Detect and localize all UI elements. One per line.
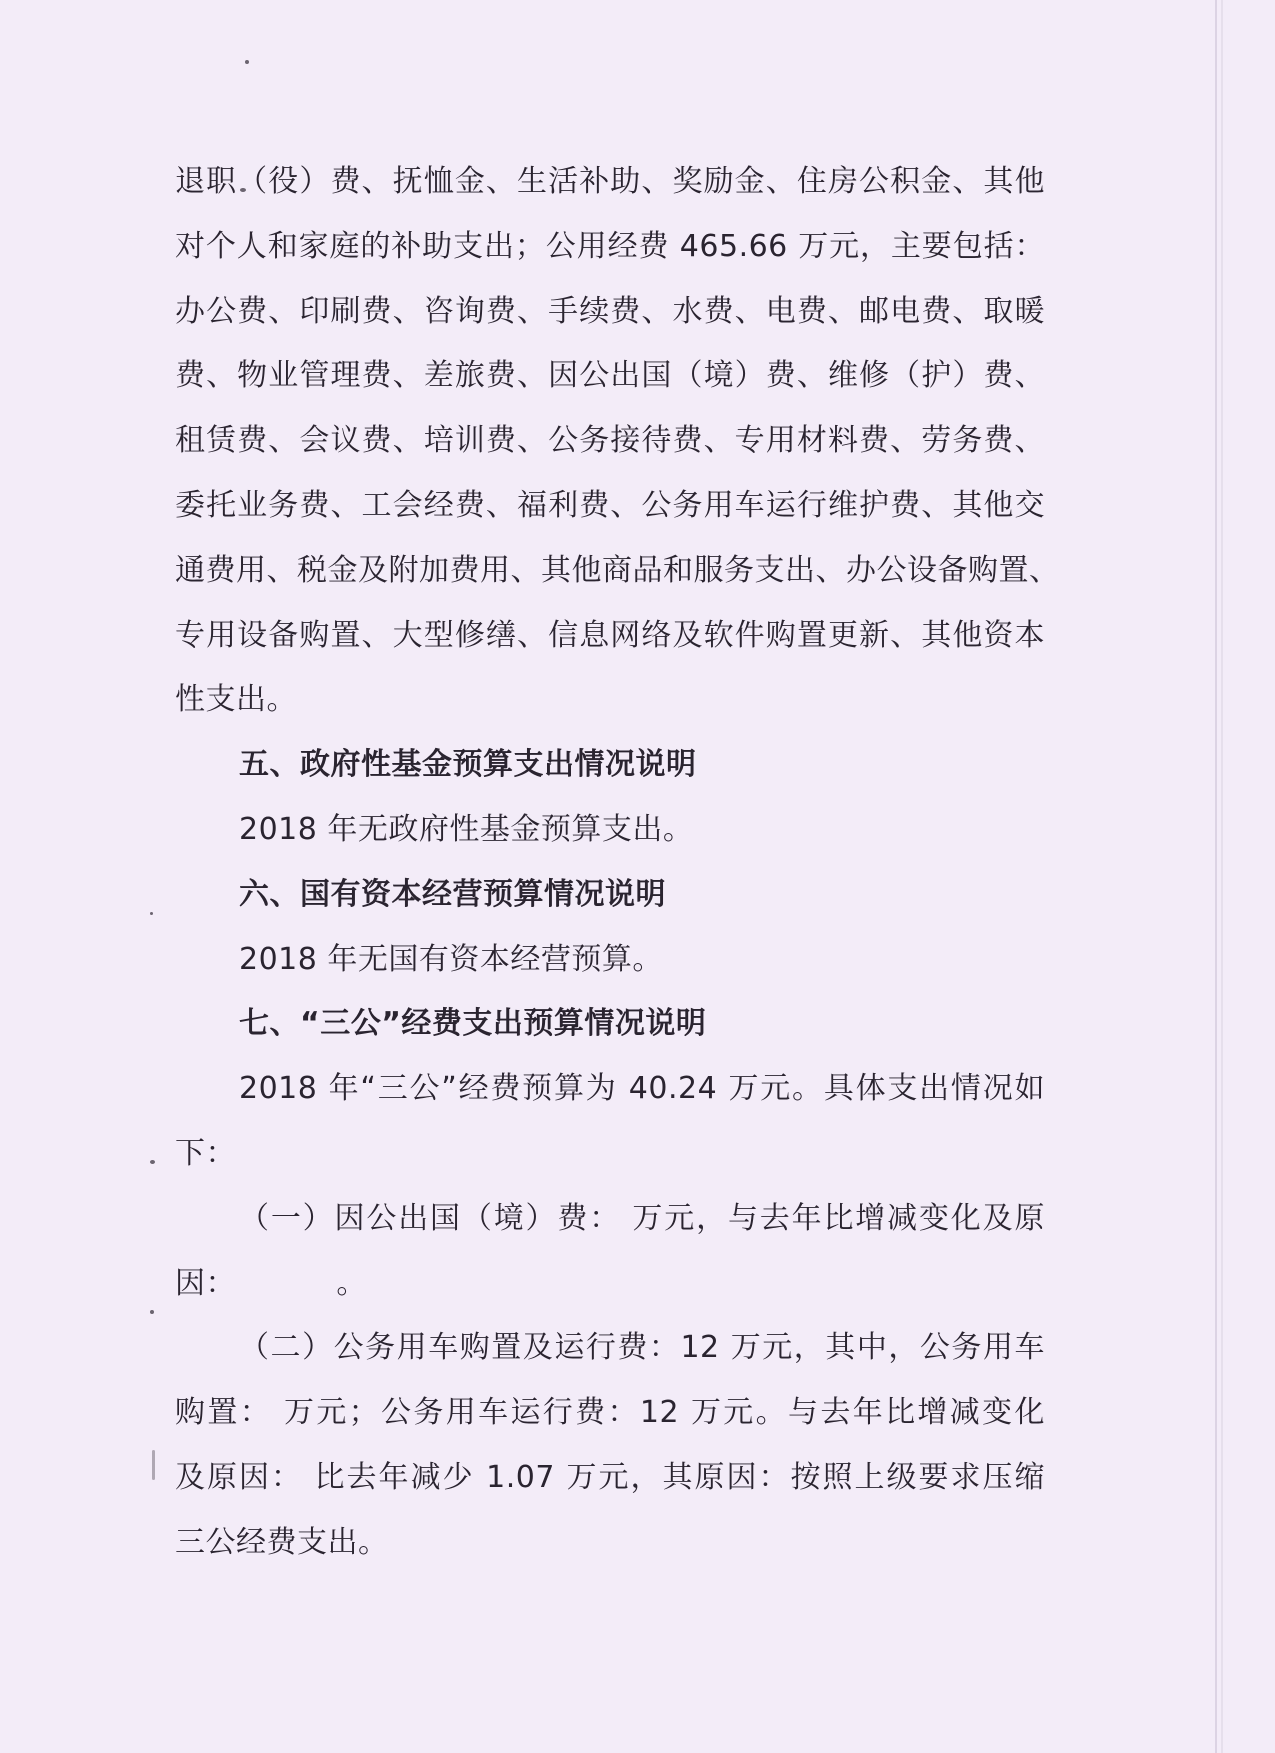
body-line: 通费用、税金及附加费用、其他商品和服务支出、办公设备购置、 [175, 552, 1060, 588]
scan-speck [245, 60, 249, 64]
body-line: 专用设备购置、大型修缮、信息网络及软件购置更新、其他资本 [175, 617, 1045, 653]
body-line: 委托业务费、工会经费、福利费、公务用车运行维护费、其他交 [175, 487, 1045, 523]
body-line: 及原因： 比去年减少 1.07 万元，其原因：按照上级要求压缩 [175, 1459, 1045, 1495]
scan-speck [150, 912, 153, 915]
body-line: 办公费、印刷费、咨询费、手续费、水费、电费、邮电费、取暖 [175, 293, 1045, 329]
body-line: 租赁费、会议费、培训费、公务接待费、专用材料费、劳务费、 [175, 423, 1045, 459]
body-line: 退职（役）费、抚恤金、生活补助、奖励金、住房公积金、其他 [175, 164, 1045, 199]
body-line: 性支出。 [175, 682, 297, 718]
body-line: 三公经费支出。 [175, 1524, 389, 1560]
body-line: 购置： 万元；公务用车运行费：12 万元。与去年比增减变化 [175, 1395, 1045, 1431]
page-edge-line [1215, 0, 1217, 1753]
body-line: 对个人和家庭的补助支出；公用经费 465.66 万元，主要包括： [175, 228, 1045, 264]
body-line: （一）因公出国（境）费： 万元，与去年比增减变化及原 [239, 1200, 1045, 1236]
body-line: 2018 年“三公”经费预算为 40.24 万元。具体支出情况如 [239, 1071, 1045, 1107]
section-heading-5: 五、政府性基金预算支出情况说明 [239, 747, 697, 783]
section-heading-7: 七、“三公”经费支出预算情况说明 [239, 1006, 707, 1042]
scan-speck [150, 1160, 155, 1164]
body-line: 2018 年无国有资本经营预算。 [239, 941, 663, 977]
body-line: 2018 年无政府性基金预算支出。 [239, 811, 694, 847]
section-heading-6: 六、国有资本经营预算情况说明 [239, 876, 666, 912]
scan-speck [152, 1450, 155, 1480]
document-body [175, 150, 1060, 1576]
page-edge-line [1221, 0, 1223, 1753]
body-line: 因： 。 [175, 1265, 367, 1301]
body-line: 下： [175, 1135, 236, 1171]
body-line: 费、物业管理费、差旅费、因公出国（境）费、维修（护）费、 [175, 358, 1045, 394]
scan-speck [150, 1310, 154, 1314]
body-line: （二）公务用车购置及运行费：12 万元，其中，公务用车 [239, 1330, 1045, 1366]
